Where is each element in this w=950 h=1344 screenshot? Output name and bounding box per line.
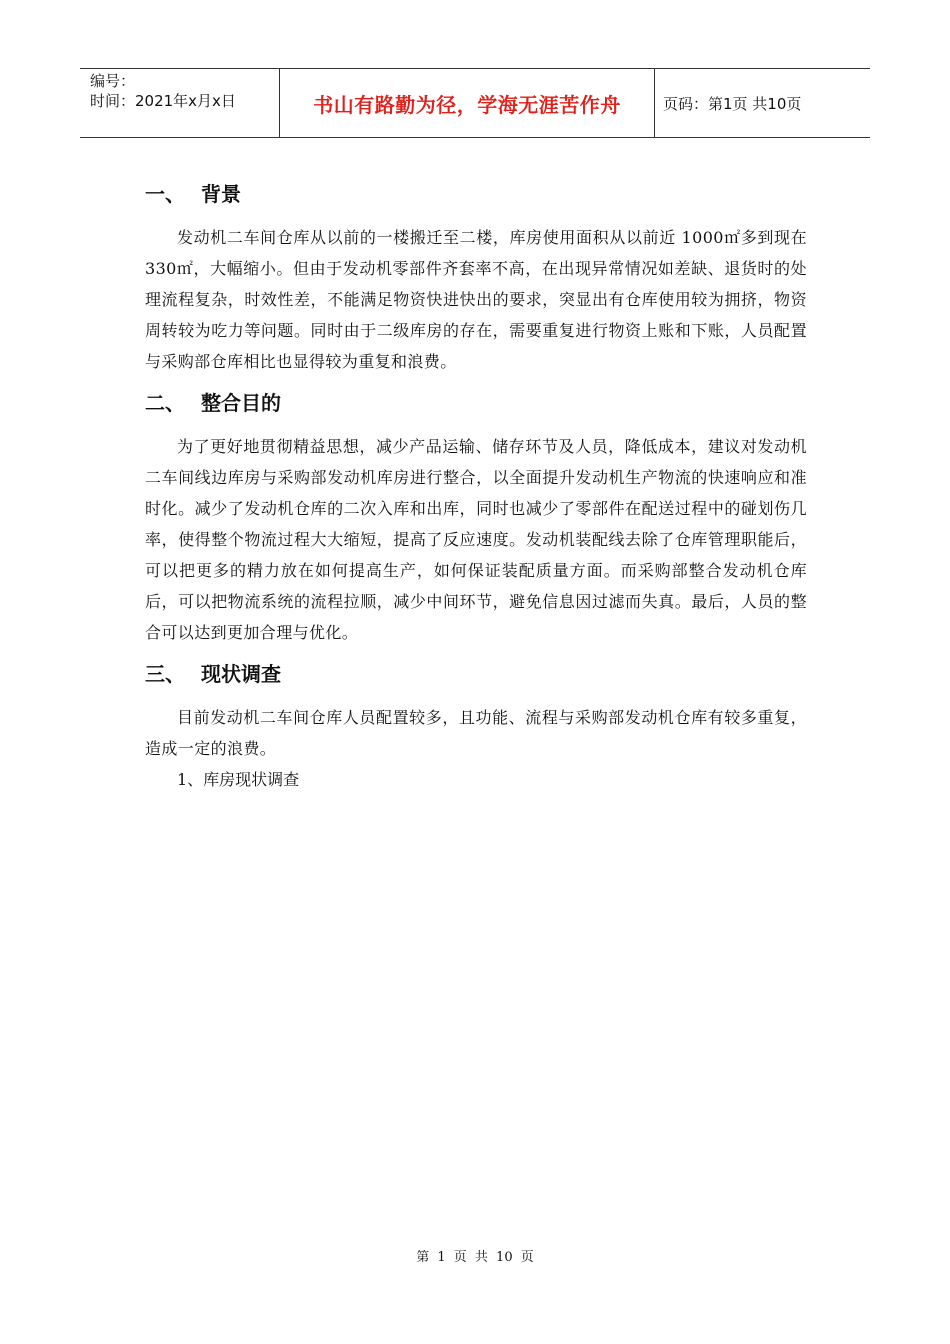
section-title: 背景 [201,182,241,206]
background-paragraph: 发动机二车间仓库从以前的一楼搬迁至二楼，库房使用面积从以前近 1000㎡多到现在 330㎡，大幅缩小。但由于发动机零部件齐套率不高，在出现异常情况如差缺、退货时的处理流程复杂，时效性差，不能满足物资快进快出的要求，突显出有仓库使用较为拥挤，物资周转较为吃力等问题。同时由于二级库房的存在，需要重复进行物资上账和下账，人员配置与采购部仓库相比也显得较为重复和浪费。 [145,228,807,371]
document-body [145,176,807,795]
survey-sub-item: 1、库房现状调查 [177,770,300,789]
header-motto: 书山有路勤为径，学海无涯苦作舟 [280,69,655,137]
purpose-paragraph: 为了更好地贯彻精益思想，减少产品运输、储存环节及人员，降低成本，建议对发动机二车间线边库房与采购部发动机库房进行整合，以全面提升发动机生产物流的快速响应和准时化。减少了发动机仓库的二次入库和出库，同时也减少了零部件在配送过程中的碰划伤几率，使得整个物流过程大大缩短，提高了反应速度。发动机装配线去除了仓库管理职能后，可以把更多的精力放在如何提高生产，如何保证装配质量方面。而采购部整合发动机仓库后，可以把物流系统的流程拉顺，减少中间环节，避免信息因过滤而失真。最后，人员的整合可以达到更加合理与优化。 [145,437,807,642]
document-code-label: 编号： [90,72,136,90]
survey-paragraph: 目前发动机二车间仓库人员配置较多，且功能、流程与采购部发动机仓库有较多重复，造成一定的浪费。 [145,708,807,758]
section-number: 三、 [145,662,185,686]
section-title: 整合目的 [201,391,281,415]
header-meta [80,69,280,137]
page-header [80,68,870,138]
page-footer: 第 1 页 共 10 页 [416,1250,534,1265]
section-heading-background [145,176,807,212]
header-page-info: 页码：第1页 共10页 [663,94,802,113]
section-number: 一、 [145,182,185,206]
section-title: 现状调查 [201,662,281,686]
document-date: 时间：2021年x月x日 [90,92,236,110]
section-number: 二、 [145,391,185,415]
section-heading-survey [145,656,807,692]
section-heading-purpose [145,385,807,421]
